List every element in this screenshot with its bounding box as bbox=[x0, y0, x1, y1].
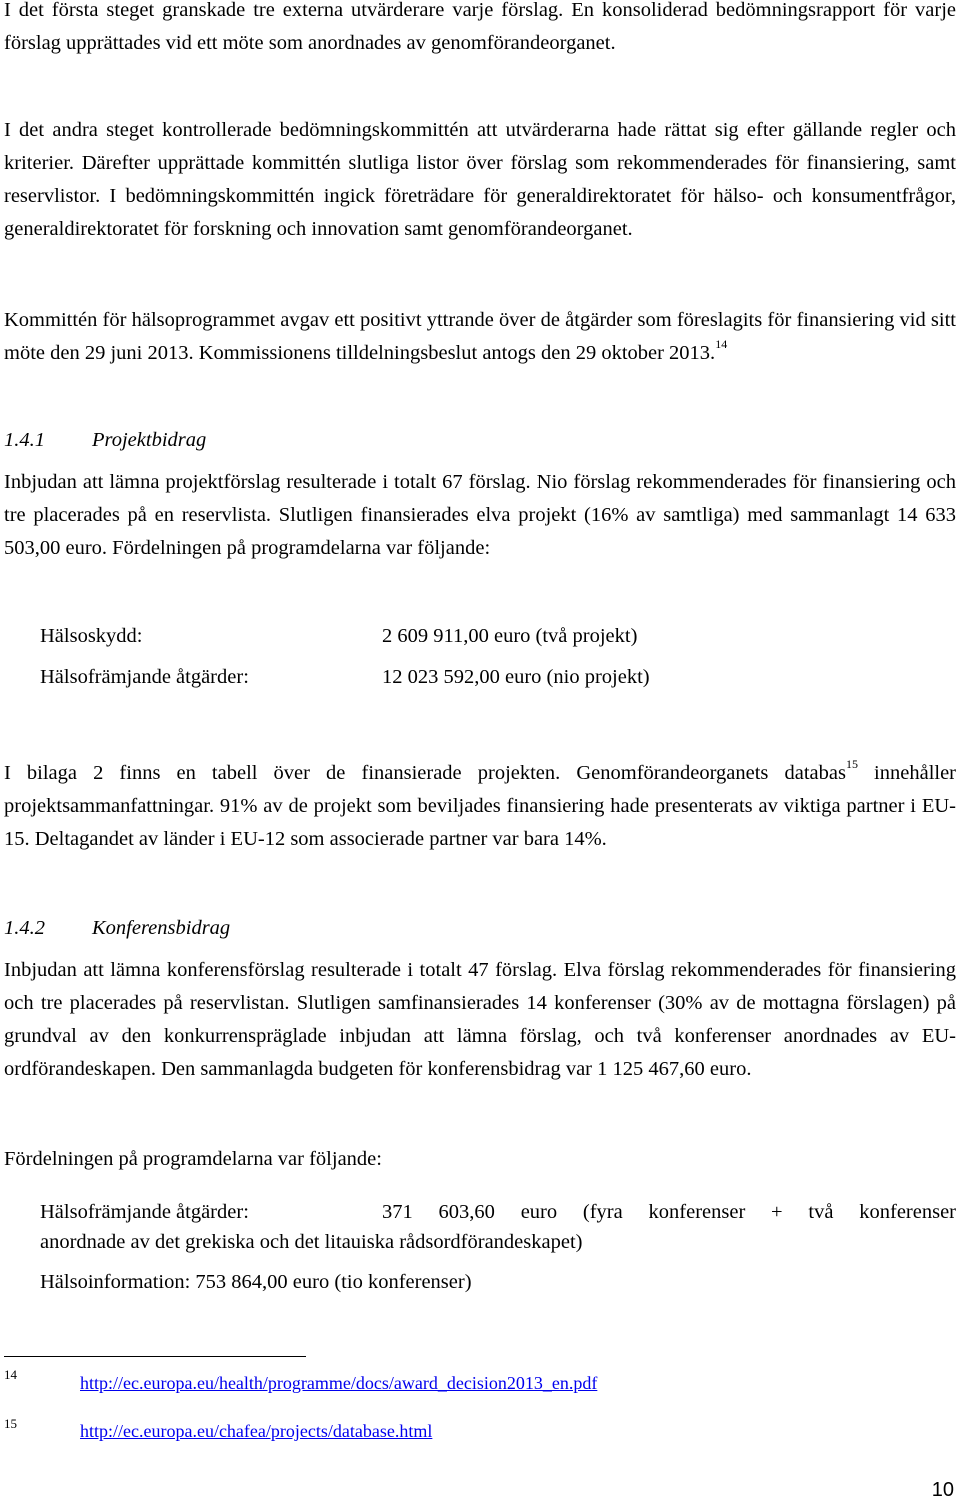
paragraph-annex-database bbox=[4, 757, 956, 856]
footnote-number-14: 14 bbox=[4, 1367, 17, 1382]
heading-project-grants bbox=[4, 424, 206, 457]
project-row-value-health-protection: 2 609 911,00 euro (två projekt) bbox=[382, 625, 638, 647]
footnote-number-15: 15 bbox=[4, 1416, 17, 1431]
paragraph-conference-proposals: Inbjudan att lämna konferensförslag resulterade i totalt 47 förslag. Elva förslag rekommenderades för finansiering och tre placerades på reservlistan. Slutligen samfinansierades 14 konferenser (30% av de mottagna förslagen) på grundval av den konkurrenspräglade inbjudan att lämna förslag, och två konferenser anordnades av EU-ordförandeskapen. Den sammanlagda budgeten för konferensbidrag var 1 125 467,60 euro. bbox=[4, 959, 956, 1080]
project-row-value-health-promotion: 12 023 592,00 euro (nio projekt) bbox=[382, 666, 650, 688]
paragraph-health-committee bbox=[4, 304, 956, 370]
paragraph-distribution-intro: Fördelningen på programdelarna var följande: bbox=[4, 1148, 382, 1170]
heading-project-grants-title: Projektbidrag bbox=[92, 429, 207, 451]
footnote-link-14[interactable]: http://ec.europa.eu/health/programme/docs/award_decision2013_en.pdf bbox=[80, 1373, 598, 1393]
heading-conference-grants-number: 1.4.2 bbox=[4, 917, 45, 939]
footnote-ref-14[interactable]: 14 bbox=[715, 337, 728, 352]
paragraph-health-committee-text: Kommittén för hälsoprogrammet avgav ett positivt yttrande över de åtgärder som föreslagits för finansiering vid sitt möte den 29 juni 2013. Kommissionens tilldelningsbeslut antogs den 29 oktober 2013. bbox=[4, 309, 956, 364]
paragraph-evaluation-step-one: I det första steget granskade tre externa utvärderare varje förslag. En konsoliderad bedömningsrapport för varje förslag upprättades vid ett möte som anordnades av genomförandeorganet. bbox=[4, 0, 956, 54]
heading-conference-grants bbox=[4, 912, 230, 945]
footnote-ref-15[interactable]: 15 bbox=[845, 757, 858, 772]
heading-project-grants-number: 1.4.1 bbox=[4, 429, 45, 451]
conference-row-continuation: anordnade av det grekiska och det litauiska rådsordförandeskapet) bbox=[40, 1231, 583, 1253]
conference-row-value-health-promotion: 371 603,60 euro (fyra konferenser + två konferenser bbox=[382, 1201, 956, 1223]
conference-row-label-health-promotion: Hälsofrämjande åtgärder: bbox=[40, 1201, 249, 1223]
project-row-label-health-protection: Hälsoskydd: bbox=[40, 625, 143, 647]
conference-row-health-information: Hälsoinformation: 753 864,00 euro (tio konferenser) bbox=[40, 1271, 472, 1293]
page-number: 10 bbox=[931, 1479, 954, 1501]
project-row-label-health-promotion: Hälsofrämjande åtgärder: bbox=[40, 666, 249, 688]
footnote-separator bbox=[4, 1356, 306, 1357]
paragraph-evaluation-step-two: I det andra steget kontrollerade bedömningskommittén att utvärderarna hade rättat sig efter gällande regler och kriterier. Därefter upprättade kommittén slutliga listor över förslag som rekommenderades för finansiering, samt reservlistor. I bedömningskommittén ingick företrädare för generaldirektoratet för hälso- och konsumentfrågor, generaldirektoratet för forskning och innovation samt genomförandeorganet. bbox=[4, 119, 956, 240]
paragraph-annex-database-rest: innehåller projektsammanfattningar. 91% av de projekt som beviljades finansiering hade presenterats av viktiga partner i EU-15. Deltagandet av länder i EU-12 som associerade partner var bara 14%. bbox=[4, 762, 957, 850]
paragraph-project-proposals: Inbjudan att lämna projektförslag resulterade i totalt 67 förslag. Nio förslag rekommenderades för finansiering och tre placerades på en reservlista. Slutligen finansierades elva projekt (16% av samtliga) med sammanlagt 14 633 503,00 euro. Fördelningen på programdelarna var följande: bbox=[4, 471, 956, 559]
heading-conference-grants-title: Konferensbidrag bbox=[92, 917, 231, 939]
paragraph-annex-database-text: I bilaga 2 finns en tabell över de finansierade projekten. Genomförandeorganets databas bbox=[4, 762, 846, 784]
footnote-link-15[interactable]: http://ec.europa.eu/chafea/projects/database.html bbox=[80, 1421, 433, 1441]
